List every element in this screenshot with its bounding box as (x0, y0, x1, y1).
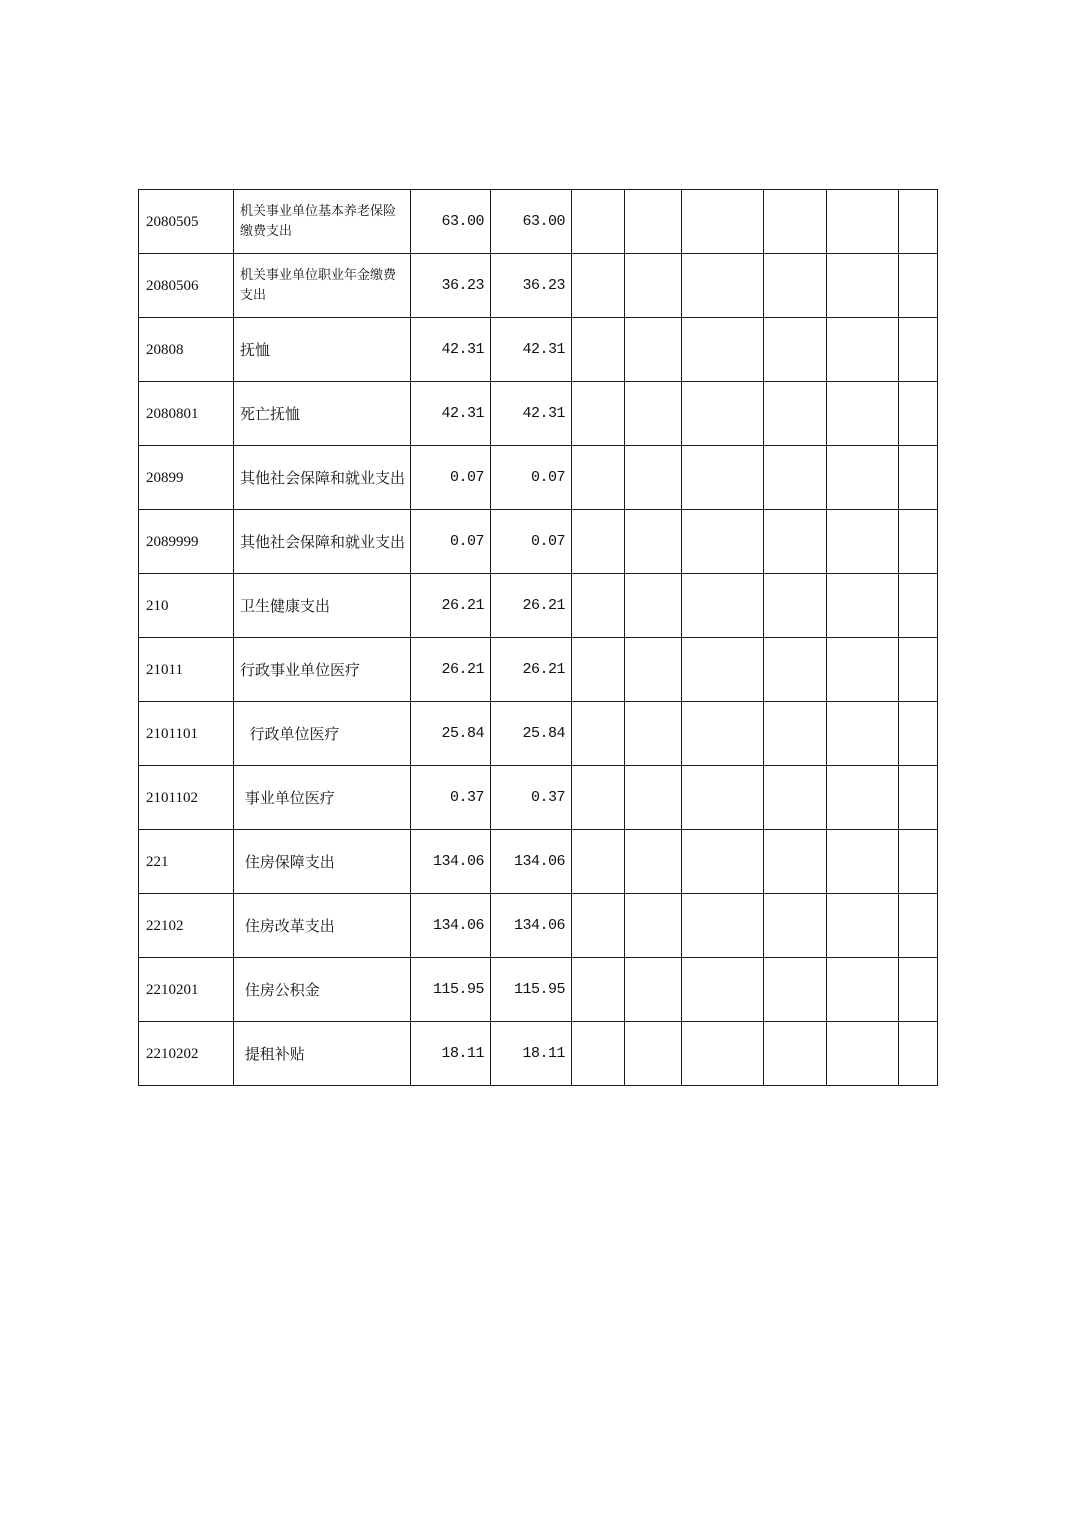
empty-amount-cell (899, 766, 938, 830)
subject-name-cell: 卫生健康支出 (234, 574, 411, 638)
total-amount-cell: 25.84 (411, 702, 491, 766)
subject-code-cell: 2080801 (139, 382, 234, 446)
empty-amount-cell (682, 254, 764, 318)
subject-name-cell: 住房改革支出 (234, 894, 411, 958)
empty-amount-cell (899, 894, 938, 958)
empty-amount-cell (764, 766, 827, 830)
table-row (139, 318, 938, 382)
empty-amount-cell (682, 574, 764, 638)
total-amount-cell: 134.06 (411, 830, 491, 894)
empty-amount-cell (625, 702, 682, 766)
empty-amount-cell (899, 446, 938, 510)
basic-expenditure-cell: 26.21 (491, 638, 572, 702)
empty-amount-cell (764, 574, 827, 638)
empty-amount-cell (625, 574, 682, 638)
total-amount-cell: 42.31 (411, 382, 491, 446)
empty-amount-cell (625, 190, 682, 254)
empty-amount-cell (764, 446, 827, 510)
empty-amount-cell (572, 894, 625, 958)
empty-amount-cell (572, 958, 625, 1022)
empty-amount-cell (625, 830, 682, 894)
total-amount-cell: 134.06 (411, 894, 491, 958)
empty-amount-cell (827, 190, 899, 254)
table-row (139, 382, 938, 446)
table-row (139, 446, 938, 510)
table-body (139, 190, 938, 1086)
empty-amount-cell (899, 382, 938, 446)
basic-expenditure-cell: 26.21 (491, 574, 572, 638)
empty-amount-cell (764, 702, 827, 766)
empty-amount-cell (625, 510, 682, 574)
subject-code-cell: 2089999 (139, 510, 234, 574)
total-amount-cell: 0.37 (411, 766, 491, 830)
total-amount-cell: 63.00 (411, 190, 491, 254)
basic-expenditure-cell: 0.07 (491, 446, 572, 510)
subject-code-cell: 22102 (139, 894, 234, 958)
empty-amount-cell (625, 766, 682, 830)
basic-expenditure-cell: 42.31 (491, 382, 572, 446)
empty-amount-cell (682, 638, 764, 702)
empty-amount-cell (899, 638, 938, 702)
empty-amount-cell (682, 190, 764, 254)
empty-amount-cell (764, 638, 827, 702)
empty-amount-cell (827, 1022, 899, 1086)
empty-amount-cell (625, 318, 682, 382)
table-row (139, 894, 938, 958)
subject-code-cell: 2210202 (139, 1022, 234, 1086)
empty-amount-cell (899, 574, 938, 638)
subject-name-cell: 机关事业单位职业年金缴费支出 (234, 254, 411, 318)
empty-amount-cell (682, 446, 764, 510)
empty-amount-cell (764, 190, 827, 254)
basic-expenditure-cell: 0.37 (491, 766, 572, 830)
empty-amount-cell (899, 830, 938, 894)
empty-amount-cell (764, 830, 827, 894)
empty-amount-cell (572, 254, 625, 318)
empty-amount-cell (827, 958, 899, 1022)
empty-amount-cell (827, 830, 899, 894)
total-amount-cell: 0.07 (411, 510, 491, 574)
empty-amount-cell (682, 894, 764, 958)
empty-amount-cell (899, 190, 938, 254)
empty-amount-cell (899, 958, 938, 1022)
subject-code-cell: 2210201 (139, 958, 234, 1022)
total-amount-cell: 115.95 (411, 958, 491, 1022)
empty-amount-cell (682, 702, 764, 766)
table-row (139, 830, 938, 894)
total-amount-cell: 26.21 (411, 574, 491, 638)
empty-amount-cell (682, 1022, 764, 1086)
empty-amount-cell (827, 446, 899, 510)
total-amount-cell: 0.07 (411, 446, 491, 510)
empty-amount-cell (572, 190, 625, 254)
basic-expenditure-cell: 134.06 (491, 830, 572, 894)
basic-expenditure-cell: 25.84 (491, 702, 572, 766)
empty-amount-cell (625, 958, 682, 1022)
subject-code-cell: 21011 (139, 638, 234, 702)
empty-amount-cell (572, 766, 625, 830)
subject-code-cell: 210 (139, 574, 234, 638)
table-row (139, 702, 938, 766)
empty-amount-cell (572, 830, 625, 894)
subject-name-cell: 住房保障支出 (234, 830, 411, 894)
empty-amount-cell (572, 510, 625, 574)
budget-expenditure-table (138, 189, 938, 1086)
basic-expenditure-cell: 63.00 (491, 190, 572, 254)
empty-amount-cell (899, 318, 938, 382)
empty-amount-cell (625, 894, 682, 958)
basic-expenditure-cell: 42.31 (491, 318, 572, 382)
empty-amount-cell (827, 638, 899, 702)
empty-amount-cell (572, 318, 625, 382)
subject-name-cell: 其他社会保障和就业支出 (234, 510, 411, 574)
table-row (139, 638, 938, 702)
empty-amount-cell (899, 1022, 938, 1086)
empty-amount-cell (764, 318, 827, 382)
empty-amount-cell (827, 510, 899, 574)
empty-amount-cell (625, 446, 682, 510)
table-row (139, 510, 938, 574)
empty-amount-cell (827, 318, 899, 382)
empty-amount-cell (764, 1022, 827, 1086)
empty-amount-cell (682, 958, 764, 1022)
subject-name-cell: 死亡抚恤 (234, 382, 411, 446)
empty-amount-cell (899, 510, 938, 574)
table-row (139, 190, 938, 254)
table-row (139, 1022, 938, 1086)
empty-amount-cell (764, 894, 827, 958)
empty-amount-cell (827, 574, 899, 638)
empty-amount-cell (682, 766, 764, 830)
subject-code-cell: 2080505 (139, 190, 234, 254)
total-amount-cell: 26.21 (411, 638, 491, 702)
empty-amount-cell (764, 254, 827, 318)
table-row (139, 958, 938, 1022)
subject-code-cell: 2101101 (139, 702, 234, 766)
empty-amount-cell (572, 574, 625, 638)
empty-amount-cell (572, 446, 625, 510)
empty-amount-cell (572, 382, 625, 446)
subject-code-cell: 221 (139, 830, 234, 894)
total-amount-cell: 18.11 (411, 1022, 491, 1086)
empty-amount-cell (827, 894, 899, 958)
subject-name-cell: 抚恤 (234, 318, 411, 382)
empty-amount-cell (827, 254, 899, 318)
empty-amount-cell (682, 382, 764, 446)
subject-name-cell: 行政单位医疗 (234, 702, 411, 766)
empty-amount-cell (625, 254, 682, 318)
empty-amount-cell (682, 830, 764, 894)
empty-amount-cell (764, 382, 827, 446)
total-amount-cell: 36.23 (411, 254, 491, 318)
table-row (139, 254, 938, 318)
basic-expenditure-cell: 18.11 (491, 1022, 572, 1086)
subject-name-cell: 住房公积金 (234, 958, 411, 1022)
subject-code-cell: 20808 (139, 318, 234, 382)
empty-amount-cell (625, 638, 682, 702)
empty-amount-cell (899, 254, 938, 318)
empty-amount-cell (572, 702, 625, 766)
subject-name-cell: 事业单位医疗 (234, 766, 411, 830)
subject-name-cell: 行政事业单位医疗 (234, 638, 411, 702)
subject-code-cell: 20899 (139, 446, 234, 510)
empty-amount-cell (827, 766, 899, 830)
table-row (139, 766, 938, 830)
empty-amount-cell (572, 638, 625, 702)
basic-expenditure-cell: 36.23 (491, 254, 572, 318)
empty-amount-cell (827, 382, 899, 446)
empty-amount-cell (625, 1022, 682, 1086)
empty-amount-cell (764, 958, 827, 1022)
empty-amount-cell (764, 510, 827, 574)
table-row (139, 574, 938, 638)
subject-code-cell: 2101102 (139, 766, 234, 830)
subject-name-cell: 提租补贴 (234, 1022, 411, 1086)
subject-name-cell: 机关事业单位基本养老保险缴费支出 (234, 190, 411, 254)
empty-amount-cell (682, 510, 764, 574)
basic-expenditure-cell: 115.95 (491, 958, 572, 1022)
subject-code-cell: 2080506 (139, 254, 234, 318)
basic-expenditure-cell: 134.06 (491, 894, 572, 958)
empty-amount-cell (682, 318, 764, 382)
subject-name-cell: 其他社会保障和就业支出 (234, 446, 411, 510)
empty-amount-cell (899, 702, 938, 766)
empty-amount-cell (625, 382, 682, 446)
empty-amount-cell (827, 702, 899, 766)
total-amount-cell: 42.31 (411, 318, 491, 382)
empty-amount-cell (572, 1022, 625, 1086)
basic-expenditure-cell: 0.07 (491, 510, 572, 574)
